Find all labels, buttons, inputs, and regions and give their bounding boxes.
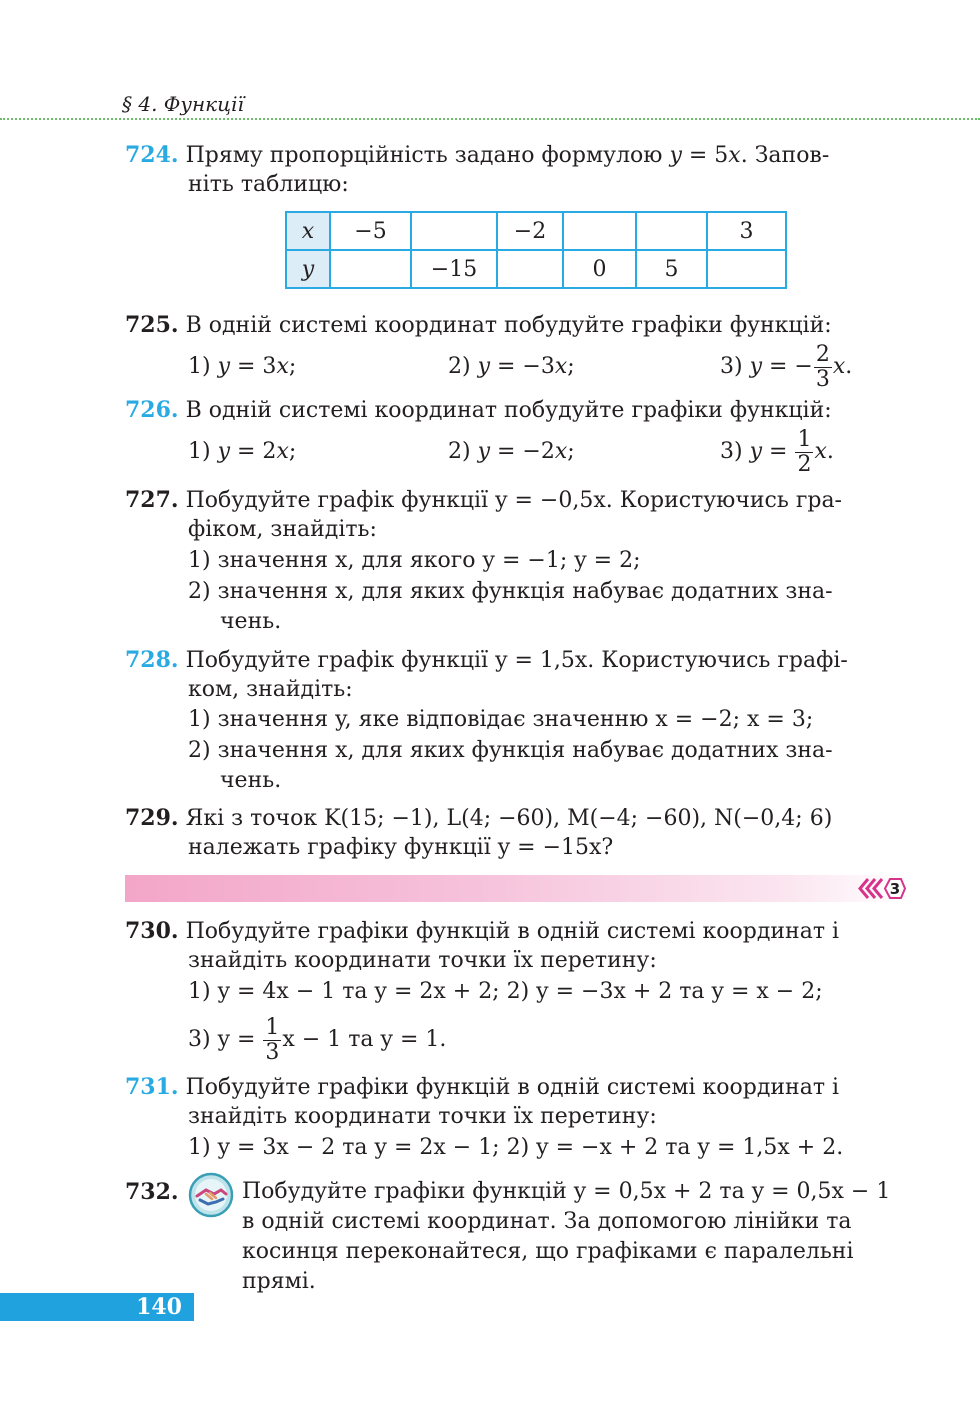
formula-part: = −2 <box>490 439 555 464</box>
exercise-728-item-1: 1) значення y, яке відповідає значенню x = −2; x = 3; <box>188 707 814 732</box>
exercise-728-line-2: ком, знайдіть: <box>188 677 353 702</box>
exercise-text: . Запов- <box>740 143 830 168</box>
handshake-icon <box>188 1172 234 1218</box>
formula-part: = − <box>762 354 813 379</box>
exercise-text: Які з точок K(15; −1), L(4; −60), M(−4; −60), N(−0,4; 6) <box>185 806 833 831</box>
var-x: x <box>814 439 827 464</box>
table-cell <box>563 212 636 250</box>
table-cell: 3 <box>707 212 786 250</box>
exercise-number: 731. <box>125 1074 179 1100</box>
formula-part: x − 1 та y = 1. <box>282 1027 447 1052</box>
exercise-727-line-2: фіком, знайдіть: <box>188 517 377 542</box>
exercise-731-line-1 <box>125 1072 839 1103</box>
var-x: x <box>728 143 741 168</box>
table-header-y: y <box>286 250 330 288</box>
exercise-number: 726. <box>125 397 179 423</box>
var-y: y <box>749 354 763 379</box>
exercise-727-item-2-cont: чень. <box>220 609 282 634</box>
values-table <box>285 211 787 289</box>
exercise-731-items: 1) y = 3x − 2 та y = 2x − 1; 2) y = −x + 2 та y = 1,5x + 2. <box>188 1135 844 1160</box>
exercise-732-line-3: косинця переконайтеся, що графіками є паралельні <box>242 1239 854 1264</box>
fraction-numerator: 2 <box>815 341 830 367</box>
var-x: x <box>554 354 568 379</box>
option-label: 1) <box>188 354 218 379</box>
option-label: 2) <box>448 354 478 379</box>
exercise-text: Побудуйте графік функції y = 1,5x. Користуючись графі- <box>185 648 848 673</box>
exercise-727-item-2: 2) значення x, для яких функція набуває додатних зна- <box>188 579 833 604</box>
var-x: x <box>554 439 568 464</box>
var-y: y <box>749 439 763 464</box>
exercise-724-line-1 <box>125 140 829 171</box>
exercise-number: 729. <box>125 805 179 831</box>
table-cell <box>330 250 411 288</box>
exercise-text: Побудуйте графік функції y = −0,5x. Користуючись гра- <box>185 488 842 513</box>
var-x: x <box>276 354 289 379</box>
formula-part: . <box>826 439 834 464</box>
formula-part: . <box>845 354 853 379</box>
table-cell <box>707 250 786 288</box>
fraction-numerator: 1 <box>797 426 812 452</box>
exercise-728-item-2-cont: чень. <box>220 768 282 793</box>
exercise-number: 727. <box>125 487 179 513</box>
section-header: § 4. Функції <box>122 92 244 116</box>
exercise-726-line-1 <box>125 395 832 426</box>
exercise-730-items-1-2: 1) y = 4x − 1 та y = 2x + 2; 2) y = −3x + 2 та y = x − 2; <box>188 979 823 1004</box>
fraction-denominator: 3 <box>815 366 830 392</box>
exercise-725-option-2 <box>448 352 575 382</box>
chevron-icon <box>874 879 882 898</box>
exercise-number: 725. <box>125 312 179 338</box>
formula-part: ; <box>288 354 297 379</box>
exercise-text: Побудуйте графіки функцій в одній системі координат і <box>185 1075 840 1100</box>
exercise-text: Пряму пропорційність задано формулою <box>185 143 670 168</box>
formula-part: = 3 <box>230 354 277 379</box>
var-y: y <box>217 439 231 464</box>
exercise-732-number-line <box>125 1177 179 1208</box>
fraction-numerator: 1 <box>265 1014 280 1040</box>
exercise-725-option-3 <box>720 340 852 394</box>
exercise-text: Побудуйте графіки функцій в одній системі координат і <box>185 919 840 944</box>
table-cell: −15 <box>411 250 497 288</box>
exercise-732-line-4: прямі. <box>242 1269 316 1294</box>
triple-chevron-icon <box>856 876 906 901</box>
exercise-number: 724. <box>125 142 179 168</box>
table-cell <box>411 212 497 250</box>
formula-part: = −3 <box>490 354 555 379</box>
option-label: 3) <box>720 354 750 379</box>
exercise-726-option-3 <box>720 425 834 479</box>
exercise-731-line-2: знайдіть координати точки їх перетину: <box>188 1104 657 1129</box>
exercise-729-line-2: належать графіку функції y = −15x? <box>188 835 614 860</box>
exercise-730-line-1 <box>125 916 839 947</box>
table-cell <box>636 212 707 250</box>
table-row-y <box>286 250 786 288</box>
exercise-727-line-1 <box>125 485 842 516</box>
fraction-denominator: 3 <box>265 1039 280 1065</box>
var-y: y <box>477 439 491 464</box>
formula-part: 3) y = <box>188 1027 263 1052</box>
formula-part: = 2 <box>230 439 277 464</box>
fraction <box>263 1014 281 1065</box>
exercise-730-line-2: знайдіть координати точки їх перетину: <box>188 948 657 973</box>
option-label: 3) <box>720 439 750 464</box>
difficulty-band <box>125 875 907 902</box>
var-y: y <box>477 354 491 379</box>
exercise-732-line-2: в одній системі координат. За допомогою лінійки та <box>242 1209 852 1234</box>
exercise-724-line-2: ніть таблицю: <box>188 172 349 197</box>
page-number: 140 <box>0 1293 194 1321</box>
exercise-727-item-1: 1) значення x, для якого y = −1; y = 2; <box>188 548 641 573</box>
formula-part: ; <box>567 439 575 464</box>
exercise-726-option-1 <box>188 437 296 467</box>
table-cell: 5 <box>636 250 707 288</box>
formula-part: ; <box>288 439 297 464</box>
table-row-x <box>286 212 786 250</box>
table-cell: 0 <box>563 250 636 288</box>
table-cell <box>497 250 563 288</box>
exercise-728-item-2: 2) значення x, для яких функція набуває додатних зна- <box>188 738 833 763</box>
table-cell: −2 <box>497 212 563 250</box>
fraction <box>814 341 832 392</box>
exercise-number: 728. <box>125 647 179 673</box>
exercise-number: 730. <box>125 918 179 944</box>
fraction <box>795 426 813 477</box>
exercise-732-line-1: Побудуйте графіки функцій y = 0,5x + 2 та y = 0,5x − 1 <box>242 1179 891 1204</box>
exercise-729-line-1 <box>125 803 832 834</box>
exercise-725-option-1 <box>188 352 296 382</box>
exercise-text: В одній системі координат побудуйте графіки функцій: <box>185 398 832 423</box>
exercise-number: 732. <box>125 1179 179 1205</box>
level-number: 3 <box>889 880 901 898</box>
header-divider <box>0 118 980 120</box>
exercise-725-line-1 <box>125 310 832 341</box>
table-cell: −5 <box>330 212 411 250</box>
var-x: x <box>276 439 289 464</box>
exercise-730-item-3 <box>188 1013 446 1067</box>
exercise-726-option-2 <box>448 437 575 467</box>
var-y: y <box>669 143 682 168</box>
formula-part: = <box>762 439 795 464</box>
fraction-denominator: 2 <box>797 451 812 477</box>
formula-part: = 5 <box>681 143 729 168</box>
var-y: y <box>217 354 231 379</box>
option-label: 1) <box>188 439 218 464</box>
exercise-text: В одній системі координат побудуйте графіки функцій: <box>185 313 832 338</box>
table-header-x: x <box>286 212 330 250</box>
option-label: 2) <box>448 439 478 464</box>
var-x: x <box>832 354 846 379</box>
exercise-728-line-1 <box>125 645 848 676</box>
formula-part: ; <box>567 354 575 379</box>
